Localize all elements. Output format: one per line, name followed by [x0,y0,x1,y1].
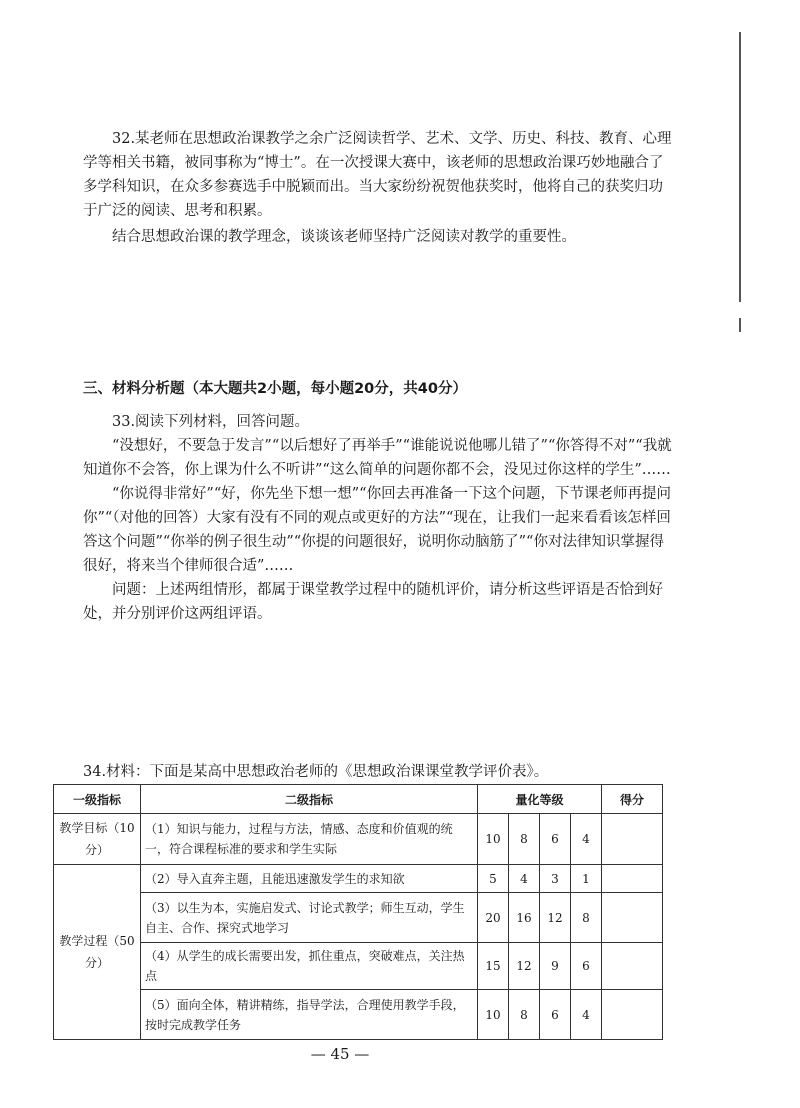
table-row [54,893,663,943]
table-row [54,814,663,865]
header-level2: 二级指标 [141,785,478,814]
level-cell: 6 [540,814,571,865]
criterion-cell: （3）以生为本，实施启发式、讨论式教学；师生互动，学生自主、合作、探究式地学习 [141,893,478,943]
level-cell: 10 [478,814,509,865]
level-cell: 4 [509,865,540,893]
table-row [54,943,663,990]
level-cell: 6 [540,990,571,1040]
criterion-cell: （4）从学生的成长需要出发，抓住重点，突破难点，关注热点 [141,943,478,990]
score-cell [602,990,663,1040]
level-cell: 12 [509,943,540,990]
level-cell: 4 [571,814,602,865]
margin-mark [739,318,741,332]
question-33 [83,410,673,626]
category-cell: 教学过程（50分） [54,865,141,1040]
level-cell: 6 [571,943,602,990]
criterion-cell: （2）导入直奔主题，且能迅速激发学生的求知欲 [141,865,478,893]
table-row [54,865,663,893]
level-cell: 16 [509,893,540,943]
header-level1: 一级指标 [54,785,141,814]
page-number: — 45 — [310,1045,370,1063]
q33-group2: “你说得非常好”“好，你先坐下想一想”“你回去再准备一下这个问题，下节课老师再提问你”“（对他的回答）大家有没有不同的观点或更好的方法”“现在，让我们一起来看看该怎样回答这个问题”“你举的例子很生动”“你提的问题很好，说明你动脑筋了”“你对法律知识掌握得很好，将来当个律师很合适”…… [83,486,672,574]
score-cell [602,893,663,943]
margin-mark [739,32,741,302]
score-cell [602,865,663,893]
level-cell: 12 [540,893,571,943]
level-cell: 1 [571,865,602,893]
table-header-row [54,785,663,814]
level-cell: 20 [478,893,509,943]
table-row [54,990,663,1040]
header-quant: 量化等级 [478,785,602,814]
category-cell: 教学目标（10分） [54,814,141,865]
q33-intro: 33.阅读下列材料，回答问题。 [112,414,310,430]
q32-paragraph: 32.某老师在思想政治课教学之余广泛阅读哲学、艺术、文学、历史、科技、教育、心理学等相关书籍，被同事称为“博士”。在一次授课大赛中，该老师的思想政治课巧妙地融合了多学科知识，在众多参赛选手中脱颖而出。当大家纷纷祝贺他获奖时，他将自己的获奖归功于广泛的阅读、思考和积累。 [83,131,672,219]
section-3-heading: 三、材料分析题（本大题共2小题，每小题20分，共40分） [83,381,467,397]
level-cell: 10 [478,990,509,1040]
header-score: 得分 [602,785,663,814]
level-cell: 8 [509,990,540,1040]
evaluation-table [53,784,663,1040]
level-cell: 8 [571,893,602,943]
level-cell: 4 [571,990,602,1040]
level-cell: 9 [540,943,571,990]
level-cell: 15 [478,943,509,990]
level-cell: 5 [478,865,509,893]
q34-intro: 34.材料：下面是某高中思想政治老师的《思想政治课课堂教学评价表》。 [83,764,549,780]
score-cell [602,943,663,990]
level-cell: 3 [540,865,571,893]
level-cell: 8 [509,814,540,865]
q33-group1: “没想好，不要急于发言”“以后想好了再举手”“谁能说说他哪儿错了”“你答得不对”“我就知道你不会答，你上课为什么不听讲”“这么简单的问题你都不会，没见过你这样的学生”…… [83,438,672,478]
criterion-cell: （5）面向全体，精讲精练，指导学法，合理使用教学手段，按时完成教学任务 [141,990,478,1040]
q33-question: 问题：上述两组情形，都属于课堂教学过程中的随机评价，请分析这些评语是否恰到好处，并分别评价这两组评语。 [83,582,663,622]
score-cell [602,814,663,865]
criterion-cell: （1）知识与能力，过程与方法，情感、态度和价值观的统一，符合课程标准的要求和学生实际 [141,814,478,865]
q32-question: 结合思想政治课的教学理念，谈谈该老师坚持广泛阅读对教学的重要性。 [112,229,576,245]
question-32 [83,127,673,249]
